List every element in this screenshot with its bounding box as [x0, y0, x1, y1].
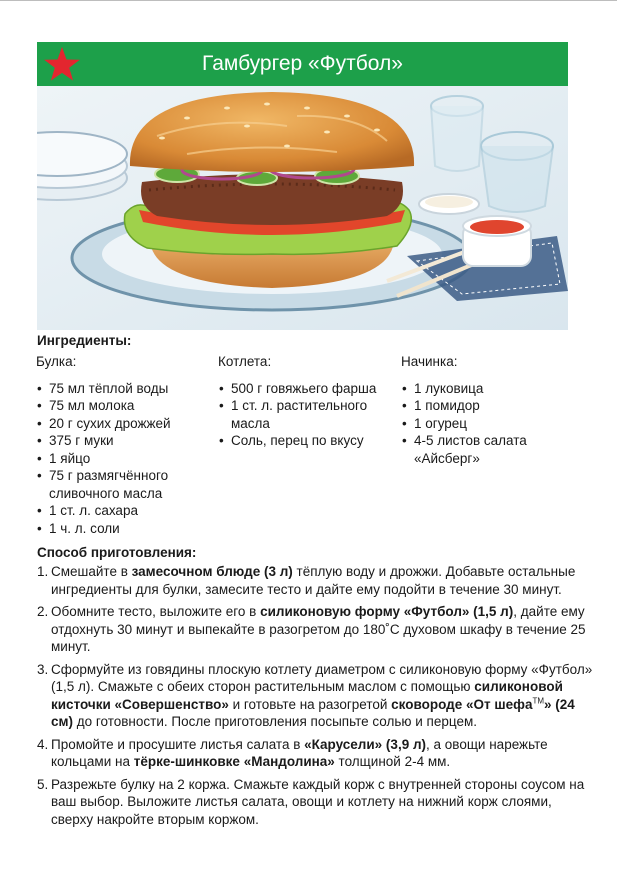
step-text-run: Разрежьте булку на 2 коржа. Смажьте каждый корж с внутренней стороны соусом на ваш выбор. Выложите листья салата, овощи и котлету на нижний корж слоями, сверху накройте вторым коржом.	[51, 776, 585, 827]
step-text-run: и готовьте на разогретой	[228, 696, 392, 712]
step-text-run: толщиной 2-4 мм.	[334, 754, 451, 769]
product-name: замесочном блюде (3 л)	[131, 564, 293, 579]
step-text-run: Сформуйте из говядины плоскую котлету диаметром с силиконовую форму «Футбол» (1,5 л). Смажьте с обеих сторон растительным маслом с помощью	[51, 661, 593, 694]
step-text	[51, 564, 575, 597]
ingredients-column-filling	[401, 353, 571, 467]
method-title: Способ приготовления:	[37, 545, 197, 560]
step-text-run: Обомните тесто, выложите его в	[51, 604, 261, 619]
list-item: • 4-5 листов салата «Айсберг»	[401, 432, 571, 467]
list-item: • 1 луковица	[401, 380, 571, 398]
step-number: 3.	[37, 661, 49, 677]
step-text-run: , а овощи нарежьте кольцами на	[51, 736, 548, 769]
product-name: тёрке-шинковке «Мандолина»	[133, 754, 335, 769]
ingredients-column-bun	[36, 353, 211, 537]
step-text-run: , дайте ему отдохнуть 30 минут и выпекайте в разогретом до 180˚С духовом шкафу в течение 25 минут.	[51, 604, 586, 654]
product-name: » (24 см)	[51, 696, 575, 729]
top-divider	[0, 0, 617, 1]
list-item: • 1 яйцо	[36, 450, 211, 468]
step-item	[37, 736, 597, 771]
step-text	[51, 737, 548, 770]
burger-photo	[37, 86, 568, 330]
step-text-run: тёплую воду и дрожжи. Добавьте остальные ингредиенты для булки, замесите тесто и дайте ему подойти в течение 30 минут.	[51, 564, 576, 597]
list-item: • 375 г муки	[36, 432, 211, 450]
title-banner	[37, 42, 568, 86]
ingredients-column-patty	[218, 353, 388, 450]
product-name: «Карусели» (3,9 л)	[304, 736, 427, 752]
trademark-mark: TM	[532, 696, 545, 705]
list-item: • 1 огурец	[401, 415, 571, 433]
step-text-run: Смешайте в	[51, 564, 132, 579]
list-item: • 500 г говяжьего фарша	[218, 380, 388, 398]
step-number: 5.	[37, 776, 49, 792]
step-text	[51, 604, 586, 654]
list-item: • 20 г сухих дрожжей	[36, 415, 211, 433]
method-steps	[37, 563, 597, 833]
step-number: 2.	[37, 604, 49, 619]
product-name: силиконовой кисточки «Совершенство»	[51, 679, 563, 712]
list-item: • 75 мл молока	[36, 397, 211, 415]
step-text	[51, 662, 592, 730]
step-item	[37, 776, 597, 829]
step-text	[51, 777, 584, 827]
column-heading: Булка:	[36, 354, 77, 369]
list-item: • 1 помидор	[401, 397, 571, 415]
list-item: • 1 ст. л. растительного масла	[218, 397, 388, 432]
step-item	[37, 603, 597, 656]
list-item: • 1 ч. л. соли	[36, 520, 211, 538]
ingredients-title: Ингредиенты:	[37, 333, 132, 348]
column-heading: Котлета:	[218, 354, 272, 369]
list-item: • 75 мл тёплой воды	[36, 380, 211, 398]
list-item: • Соль, перец по вкусу	[218, 432, 388, 450]
list-item: • 75 г размягчённого сливочного масла	[36, 467, 211, 502]
column-heading: Начинка:	[401, 354, 458, 369]
step-text-run: до готовности. После приготовления посыпьте солью и перцем.	[73, 714, 478, 729]
page-title: Гамбургер «Футбол»	[202, 52, 403, 75]
product-name: сковороде «От шефа	[391, 696, 533, 712]
product-name: силиконовую форму «Футбол» (1,5 л)	[260, 604, 514, 619]
step-item	[37, 563, 597, 598]
step-number: 4.	[37, 736, 49, 752]
step-text-run: Промойте и просушите листья салата в	[51, 736, 305, 752]
step-item	[37, 661, 597, 731]
list-item: • 1 ст. л. сахара	[36, 502, 211, 520]
step-number: 1.	[37, 564, 49, 579]
